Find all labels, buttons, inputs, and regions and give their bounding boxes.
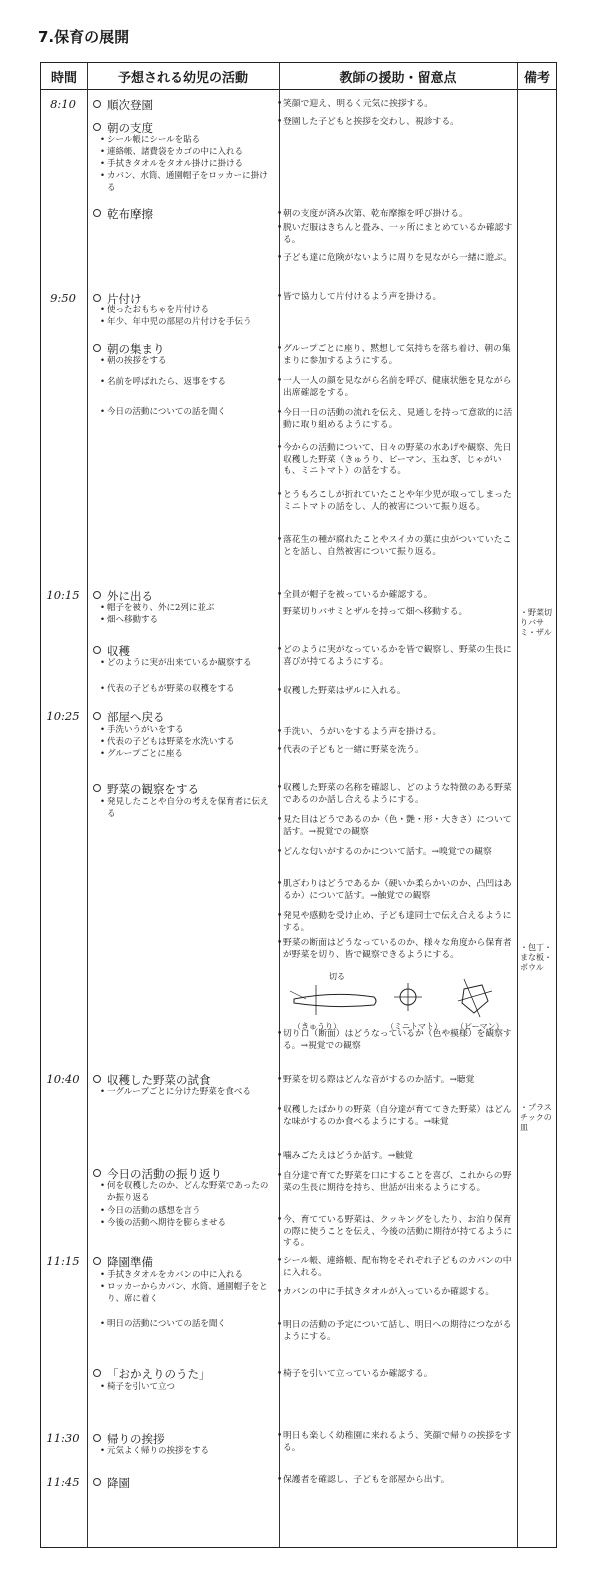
material-note: ・プラスチックの皿 (520, 1103, 552, 1132)
circle-bullet-icon (93, 784, 101, 792)
header-activity: 予想される幼児の活動 (117, 71, 248, 86)
teacher-point: • 皆で協力して片付けるよう声を掛ける。 (277, 292, 442, 302)
sub-activity: • 手洗いうがいをする (100, 725, 184, 735)
activity-item: 帰りの挨拶 (93, 1431, 165, 1447)
sub-activity: • 名前を呼ばれたら、返事をする (100, 377, 227, 387)
header-time: 時間 (50, 71, 77, 86)
teacher-point: • 噛みごたえはどうか話す。→触覚 (277, 1151, 413, 1161)
time-label: 11:15 (46, 1254, 80, 1268)
header-notes: 備考 (523, 71, 550, 86)
time-label: 8:10 (50, 97, 76, 111)
header-divider (41, 89, 556, 90)
header-teacher: 教師の援助・留意点 (339, 71, 457, 86)
sub-activity: • シール帳にシールを貼る (100, 135, 201, 145)
sub-activity: • 今日の活動の感想を言う (100, 1206, 201, 1216)
activity-item: 野菜の観察をする (93, 781, 199, 797)
teacher-point: • 発見や感動を受け止め、子ども達同士で伝え合えるようにする。 (277, 911, 512, 933)
sub-activity: • カバン、水筒、通園帽子をロッカーに掛ける (100, 171, 268, 193)
circle-bullet-icon (93, 1369, 101, 1377)
circle-bullet-icon (93, 1257, 101, 1265)
teacher-point: • 手洗い、うがいをするよう声を掛ける。 (277, 727, 442, 737)
activity-item: 「おかえりのうた」 (93, 1366, 211, 1382)
teacher-point: • 収穫した野菜の名称を確認し、どのような特徴のある野菜であるのか話し合えるようにする。 (277, 783, 512, 805)
teacher-point: • グループごとに座り、黙想して気持ちを落ち着け、朝の集まりに参加するようにする。 (277, 344, 511, 366)
figure-label: （きゅうり） (293, 1022, 341, 1031)
circle-bullet-icon (93, 123, 101, 131)
sub-activity: • 明日の活動についての話を聞く (100, 1319, 226, 1329)
teacher-point: • 登園した子どもと挨拶を交わし、視診する。 (277, 117, 459, 127)
sub-activity: • 手拭きタオルをカバンの中に入れる (100, 1270, 244, 1280)
column-divider (87, 63, 88, 1547)
sub-activity: • 朝の挨拶をする (100, 356, 167, 366)
activity-item: 外に出る (93, 588, 153, 604)
teacher-point: • 自分達で育てた野菜を口にすることを喜び、これからの野菜の生長に期待を持ち、世話が出来るようにする。 (277, 1171, 512, 1193)
teacher-point: • シール帳、連絡帳、配布物をそれぞれ子どものカバンの中に入れる。 (277, 1256, 512, 1278)
teacher-point: • 今日一日の活動の流れを伝え、見通しを持って意欲的に活動に取り組めるようにする。 (277, 408, 513, 430)
sub-activity: • 代表の子どもは野菜を水洗いする (100, 737, 235, 747)
activity-item: 降園準備 (93, 1254, 153, 1270)
teacher-point: • 今からの活動について、日々の野菜の水あげや観察、先日収穫した野菜（きゅうり、ピーマン、玉ねぎ、じゃがいも、ミニトマト）の話をする。 (277, 443, 512, 476)
sub-activity: • グループごとに座る (100, 749, 183, 759)
sub-activity: • ロッカーからカバン、水筒、通園帽子をとり、席に着く (100, 1282, 268, 1304)
time-label: 11:45 (46, 1475, 80, 1489)
activity-item: 片付け (93, 291, 142, 307)
sub-activity: • 畑へ移動する (100, 615, 159, 625)
figure-label: 切る (329, 972, 345, 981)
material-note: ・包丁・まな板・ボウル (520, 943, 552, 972)
teacher-point: • 肌ざわりはどうであるか（硬いか柔らかいのか、凸凹はあるか）について話す。→触覚での観察 (277, 879, 512, 901)
teacher-point: • 野菜の断面はどうなっているのか、様々な角度から保育者が野菜を切り、皆で観察できるようにする。 (277, 938, 512, 960)
section-title: 7.保育の展開 (38, 28, 130, 46)
teacher-point: • カバンの中に手拭きタオルが入っているか確認する。 (277, 1287, 495, 1297)
time-label: 10:25 (46, 709, 80, 723)
activity-item: 朝の集まり (93, 341, 165, 357)
circle-bullet-icon (93, 712, 101, 720)
teacher-point: • 代表の子どもと一緒に野菜を洗う。 (277, 745, 424, 755)
circle-bullet-icon (93, 1075, 101, 1083)
circle-bullet-icon (93, 1434, 101, 1442)
sub-activity: • 代表の子どもが野菜の収穫をする (100, 684, 235, 694)
time-label: 9:50 (50, 291, 76, 305)
circle-bullet-icon (93, 294, 101, 302)
teacher-point: • 笑顔で迎え、明るく元気に挨拶する。 (277, 99, 434, 109)
circle-bullet-icon (93, 1478, 101, 1486)
teacher-point: • 朝の支度が済み次第、乾布摩擦を呼び掛ける。 (277, 209, 468, 219)
teacher-point: 野菜切りバサミとザルを持って畑へ移動する。 (283, 607, 468, 617)
circle-bullet-icon (93, 344, 101, 352)
teacher-point: • 子ども達に危険がないように周りを見ながら一緒に遊ぶ。 (277, 253, 512, 263)
column-divider (517, 63, 518, 1547)
teacher-point: • 落花生の種が腐れたことやスイカの葉に虫がついていたことを話し、自然被害について振り返る。 (277, 535, 512, 557)
activity-item: 順次登園 (93, 97, 153, 113)
activity-item: 今日の活動の振り返り (93, 1166, 222, 1182)
material-note: ・野菜切りバサミ・ザル (520, 608, 552, 637)
sub-activity: • 帽子を被り、外に2列に並ぶ (100, 603, 215, 613)
figure-label: （ミニトマト） (386, 1022, 442, 1031)
teacher-point: • 明日も楽しく幼稚園に来れるよう、笑顔で帰りの挨拶をする。 (277, 1431, 512, 1453)
teacher-point: • どのように実がなっているかを皆で観察し、野菜の生長に喜びが持てるようにする。 (277, 645, 512, 667)
circle-bullet-icon (93, 209, 101, 217)
activity-item: 乾布摩擦 (93, 206, 153, 222)
sub-activity: • 手拭きタオルをタオル掛けに掛ける (100, 159, 244, 169)
sub-activity: • 一グループごとに分けた野菜を食べる (100, 1087, 251, 1097)
teacher-point: • とうもろこしが折れていたことや年少児が取ってしまったミニトマトの話をし、人的被害について振り返る。 (277, 490, 512, 512)
figure-label: （ピーマン） (456, 1022, 504, 1031)
circle-bullet-icon (93, 100, 101, 108)
sub-activity: • 椅子を引いて立つ (100, 1382, 176, 1392)
sub-activity: • 連絡帳、諸費袋をカゴの中に入れる (100, 147, 244, 157)
activity-item: 収穫 (93, 643, 130, 659)
sub-activity: • 使ったおもちゃを片付ける (100, 305, 210, 315)
time-label: 11:30 (46, 1431, 80, 1445)
teacher-point: • 今、育てている野菜は、クッキングをしたり、お泊り保育の際に使うことを伝え、今後の活動に期待が持てるようにする。 (277, 1215, 513, 1248)
teacher-point: • 収穫した野菜はザルに入れる。 (277, 686, 406, 696)
circle-bullet-icon (93, 646, 101, 654)
circle-bullet-icon (93, 1169, 101, 1177)
sub-activity: • 何を収穫したのか、どんな野菜であったのか振り返る (100, 1181, 269, 1203)
teacher-point: • 保護者を確認し、子どもを部屋から出す。 (277, 1475, 450, 1485)
teacher-point: • 一人一人の顔を見ながら名前を呼び、健康状態を見ながら出席確認をする。 (277, 376, 512, 398)
sub-activity: • どのように実が出来ているか観察する (100, 658, 252, 668)
lesson-plan-table (40, 62, 557, 1548)
sub-activity: • 発見したことや自分の考えを保育者に伝える (100, 797, 269, 819)
circle-bullet-icon (93, 591, 101, 599)
teacher-point: • 明日の活動の予定について話し、明日への期待につながるようにする。 (277, 1320, 512, 1342)
time-label: 10:15 (46, 588, 80, 602)
teacher-point: • 切り口（断面）はどうなっているか（色や模様）を観察する。→視覚での観察 (277, 1029, 512, 1051)
sub-activity: • 今後の活動へ期待を膨らませる (100, 1218, 227, 1228)
activity-item: 部屋へ戻る (93, 709, 165, 725)
teacher-point: • 椅子を引いて立っているか確認する。 (277, 1369, 433, 1379)
activity-item: 収穫した野菜の試食 (93, 1072, 211, 1088)
teacher-point: • 収穫したばかりの野菜（自分達が育ててきた野菜）はどんな味がするのか食べるようにする。→味覚 (277, 1105, 512, 1127)
sub-activity: • 年少、年中児の部屋の片付けを手伝う (100, 317, 252, 327)
teacher-point: • 野菜を切る際はどんな音がするのか話す。→聴覚 (277, 1075, 475, 1085)
activity-item: 降園 (93, 1475, 130, 1491)
time-label: 10:40 (46, 1072, 80, 1086)
cucumber-sketch (294, 994, 376, 1006)
teacher-point: • どんな匂いがするのかについて話す。→嗅覚での観察 (277, 847, 492, 857)
sub-activity: • 今日の活動についての話を聞く (100, 407, 226, 417)
teacher-point: • 脱いだ服はきちんと畳み、一ヶ所にまとめているか確認する。 (277, 223, 513, 245)
sub-activity: • 元気よく帰りの挨拶をする (100, 1446, 210, 1456)
teacher-point: • 見た目はどうであるのか（色・艶・形・大きさ）について話す。→視覚での観察 (277, 815, 512, 837)
teacher-point: • 全員が帽子を被っているか確認する。 (277, 590, 433, 600)
activity-item: 朝の支度 (93, 120, 153, 136)
